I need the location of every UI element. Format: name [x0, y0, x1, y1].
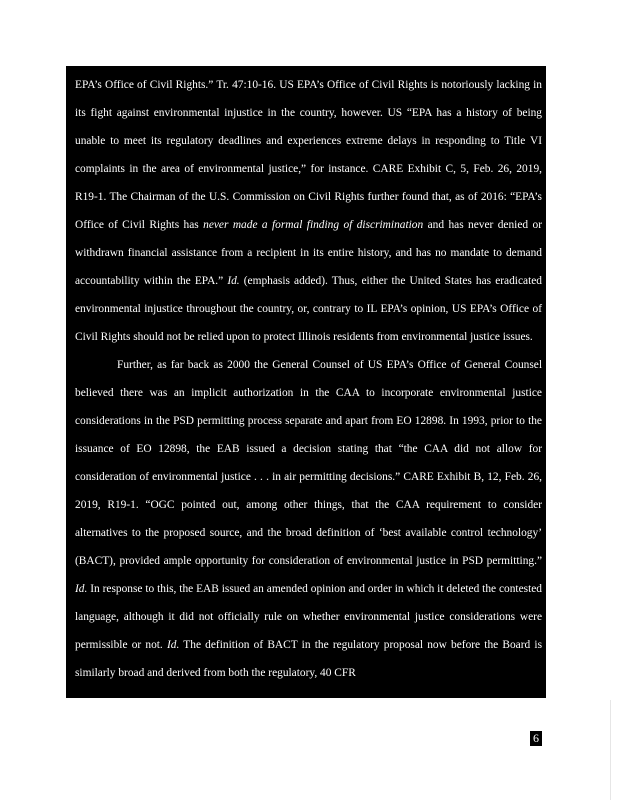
paragraph-text: and has never denied or withdrawn financial assistance from a recipient in its entire history, and has no mandate to demand accountability within the EPA.”	[75, 219, 542, 287]
paragraph-text: Further, as far back as 2000 the General Counsel of US EPA’s Office of General Counsel believed there was an implicit authorization in the CAA to incorporate environmental justice considerations in the PSD permitting process separate and apart from EO 12898. In 1993, prior to the issuance of EO 12898, the EAB issued a decision stating that “the CAA did not allow for consideration of environmental justice . . . in air permitting decisions.” CARE Exhibit B, 12, Feb. 26, 2019, R19-1. “OGC pointed out, among other things, that the CAA requirement to consider alternatives to the proposed source, and the broad definition of ‘best available control technology’ (BACT), provided ample opportunity for consideration of environmental justice in PSD permitting.”	[75, 359, 542, 567]
scan-edge-line	[610, 700, 611, 800]
italic-text: Id.	[75, 583, 88, 595]
paragraph-text: The definition of BACT in the regulatory proposal now before the Board is similarly broad and derived from both the regulatory, 40 CFR	[75, 639, 543, 679]
italic-text: Id.	[227, 275, 240, 287]
italic-text: Id.	[166, 639, 180, 651]
paragraph-text: (emphasis added). Thus, either the United States has eradicated environmental injustice throughout the country, or, contrary to IL EPA’s opinion, US EPA’s Office of Civil Rights should not be relied upon to protect Illinois residents from environmental justice issues.	[75, 275, 542, 343]
redacted-text-block	[66, 66, 546, 698]
paragraph	[75, 71, 542, 351]
paragraph-text: EPA’s Office of Civil Rights.” Tr. 47:10-16. US EPA’s Office of Civil Rights is notoriously lacking in its fight against environmental injustice in the country, however. US “EPA has a history of being unable to meet its regulatory deadlines and experiences extreme delays in responding to Title VI complaints in the area of environmental justice,” for instance. CARE Exhibit C, 5, Feb. 26, 2019, R19-1. The Chairman of the U.S. Commission on Civil Rights further found that, as of 2016: “EPA’s Office of Civil Rights has	[75, 79, 542, 231]
page-number: 6	[530, 731, 542, 746]
paragraph	[75, 351, 542, 687]
paragraph-text: In response to this, the EAB issued an amended opinion and order in which it deleted the contested language, although it did not officially rule on whether environmental justice considerations were permissible or not.	[75, 583, 542, 651]
italic-text: never made a formal finding of discrimination	[203, 219, 424, 231]
